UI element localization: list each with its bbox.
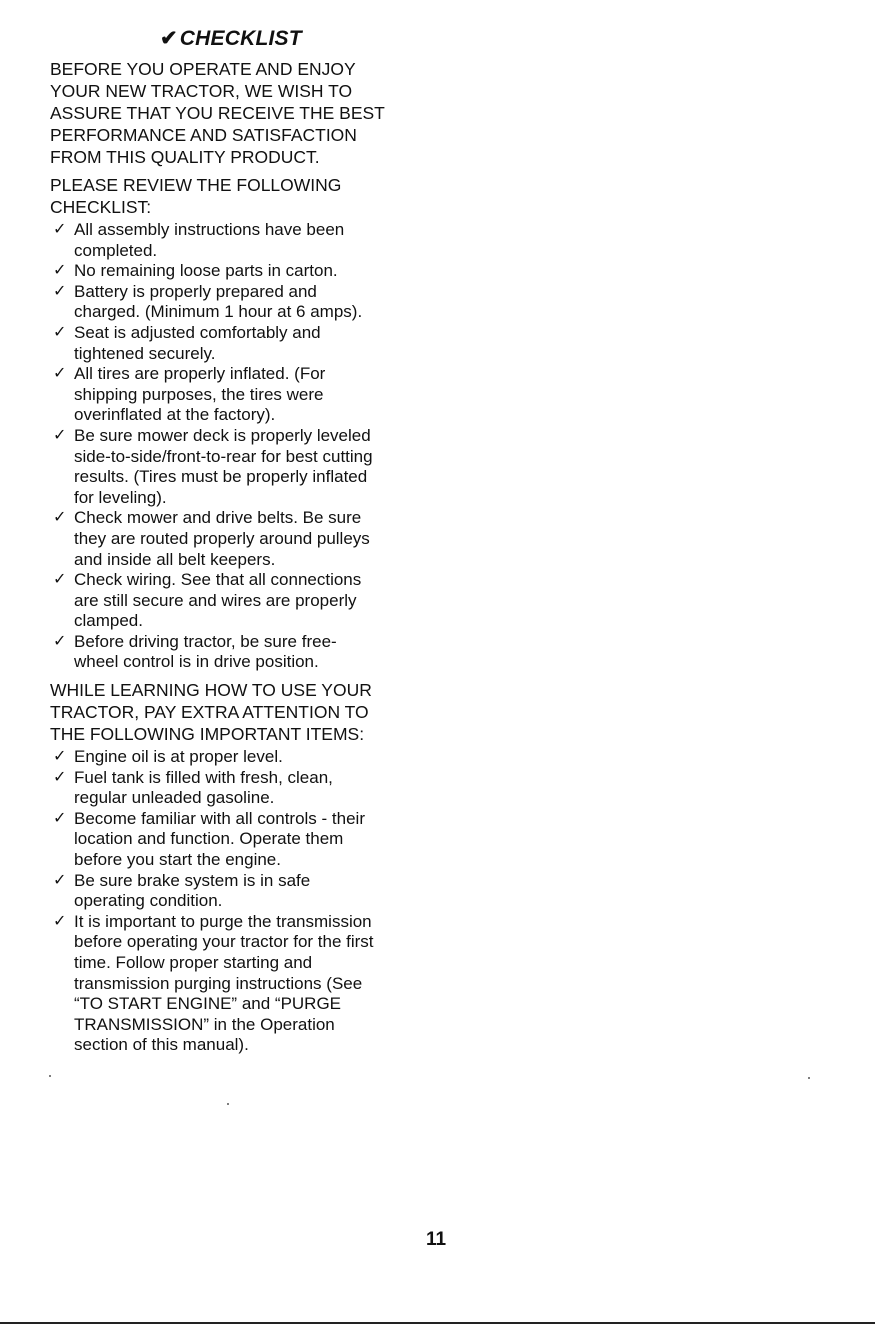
checklist-item-text: regular unleaded gasoline.	[74, 788, 275, 808]
review-heading	[50, 174, 425, 218]
checklist-item	[50, 323, 425, 364]
checkmark-icon: ✓	[53, 426, 67, 444]
checklist-item-text: No remaining loose parts in carton.	[74, 261, 338, 281]
main-content	[50, 58, 425, 1056]
checklist-item-text: Check mower and drive belts. Be sure	[74, 508, 362, 528]
checklist-item-text: overinflated at the factory).	[74, 405, 276, 425]
checklist-item-text: clamped.	[74, 611, 143, 631]
checklist-item-text: time. Follow proper starting and	[74, 953, 313, 972]
checklist-item-text: TRANSMISSION” in the Operation	[74, 1014, 335, 1034]
intro-line: BEFORE YOU OPERATE AND ENJOY	[50, 59, 356, 79]
checklist-item-text: Before driving tractor, be sure free-	[74, 631, 337, 651]
intro-line: FROM THIS QUALITY PRODUCT.	[50, 147, 320, 167]
checklist-item-text: tightened securely.	[74, 343, 216, 363]
checklist-item	[50, 632, 425, 673]
page-title	[160, 26, 302, 51]
checkmark-icon: ✓	[53, 571, 67, 589]
checklist-item-text: Seat is adjusted comfortably and	[74, 322, 321, 342]
scan-speck	[227, 1103, 229, 1105]
checklist-item-text: side-to-side/front-to-rear for best cutting	[74, 446, 373, 466]
checklist-item-text: Engine oil is at proper level.	[74, 747, 283, 767]
checkmark-icon: ✓	[53, 282, 67, 300]
checkmark-icon: ✓	[53, 365, 67, 383]
checklist-item	[50, 912, 425, 1056]
heading-line: WHILE LEARNING HOW TO USE YOUR	[50, 680, 372, 701]
important-items-list	[50, 747, 425, 1056]
checkmark-icon: ✓	[53, 809, 67, 827]
checklist-item-text: Check wiring. See that all connections	[74, 570, 362, 590]
heading-line: THE FOLLOWING IMPORTANT ITEMS:	[50, 724, 365, 745]
checklist-item-text: Fuel tank is filled with fresh, clean,	[74, 767, 333, 787]
checklist-item-text: for leveling).	[74, 487, 167, 507]
scan-speck	[49, 1075, 51, 1077]
intro-line: ASSURE THAT YOU RECEIVE THE BEST	[50, 103, 385, 123]
checklist-item	[50, 508, 425, 570]
checklist-item-text: It is important to purge the transmission	[74, 911, 372, 931]
checklist-item	[50, 426, 425, 508]
checklist-item	[50, 282, 425, 323]
checklist-item-text: completed.	[74, 240, 158, 260]
checkmark-icon: ✓	[53, 323, 67, 341]
checklist-item-text: section of this manual).	[74, 1035, 249, 1055]
checkmark-icon: ✓	[53, 509, 67, 527]
page-number: 11	[426, 1229, 447, 1250]
checklist-item-text: before you start the engine.	[74, 850, 281, 870]
checklist-item	[50, 768, 425, 809]
checklist-item	[50, 570, 425, 632]
scan-speck	[808, 1077, 810, 1079]
checklist-item-text: Be sure mower deck is properly leveled	[74, 425, 371, 445]
checklist-item-text: Battery is properly prepared and	[74, 281, 317, 301]
checklist-item-text: they are routed properly around pulleys	[74, 528, 370, 548]
checklist-item-text: Become familiar with all controls - their	[74, 808, 365, 828]
checklist-item-text: Be sure brake system is in safe	[74, 870, 311, 890]
intro-paragraph	[50, 58, 425, 168]
checklist-item-text: are still secure and wires are properly	[74, 590, 357, 610]
checkmark-icon: ✓	[53, 912, 67, 930]
learning-heading	[50, 679, 425, 745]
checkmark-icon: ✓	[53, 871, 67, 889]
checklist-item-text: before operating your tractor for the first	[74, 932, 374, 952]
checklist	[50, 220, 425, 673]
checkmark-icon: ✓	[53, 262, 67, 280]
checkmark-icon: ✓	[53, 748, 67, 766]
checklist-item-text: All tires are properly inflated. (For	[74, 364, 326, 384]
page-title-text: CHECKLIST	[179, 27, 302, 50]
checklist-item-text: shipping purposes, the tires were	[74, 384, 324, 404]
bottom-rule	[0, 1322, 875, 1324]
checklist-item-text: charged. (Minimum 1 hour at 6 amps).	[74, 302, 363, 322]
checkmark-icon: ✓	[53, 221, 67, 238]
checklist-item	[50, 261, 425, 282]
checkmark-icon: ✓	[53, 768, 67, 786]
checklist-item	[50, 364, 425, 426]
checklist-item-text: “TO START ENGINE” and “PURGE	[74, 994, 342, 1014]
checklist-item	[50, 809, 425, 871]
heading-line: CHECKLIST:	[50, 197, 152, 217]
checkmark-icon: ✓	[53, 632, 67, 650]
intro-line: PERFORMANCE AND SATISFACTION	[50, 125, 357, 145]
heading-line: TRACTOR, PAY EXTRA ATTENTION TO	[50, 702, 369, 723]
checklist-item-text: and inside all belt keepers.	[74, 549, 276, 569]
checklist-item	[50, 871, 425, 912]
checklist-item-text: All assembly instructions have been	[74, 220, 345, 239]
heading-line: PLEASE REVIEW THE FOLLOWING	[50, 175, 342, 195]
checklist-item-text: location and function. Operate them	[74, 829, 344, 849]
checkmark-icon: ✔	[160, 27, 178, 50]
checklist-item	[50, 220, 425, 261]
checklist-item-text: results. (Tires must be properly inflated	[74, 467, 368, 487]
intro-line: YOUR NEW TRACTOR, WE WISH TO	[50, 81, 353, 101]
checklist-item-text: transmission purging instructions (See	[74, 973, 363, 993]
checklist-item-text: operating condition.	[74, 891, 223, 911]
checklist-item-text: wheel control is in drive position.	[74, 652, 319, 672]
checklist-item	[50, 747, 425, 768]
